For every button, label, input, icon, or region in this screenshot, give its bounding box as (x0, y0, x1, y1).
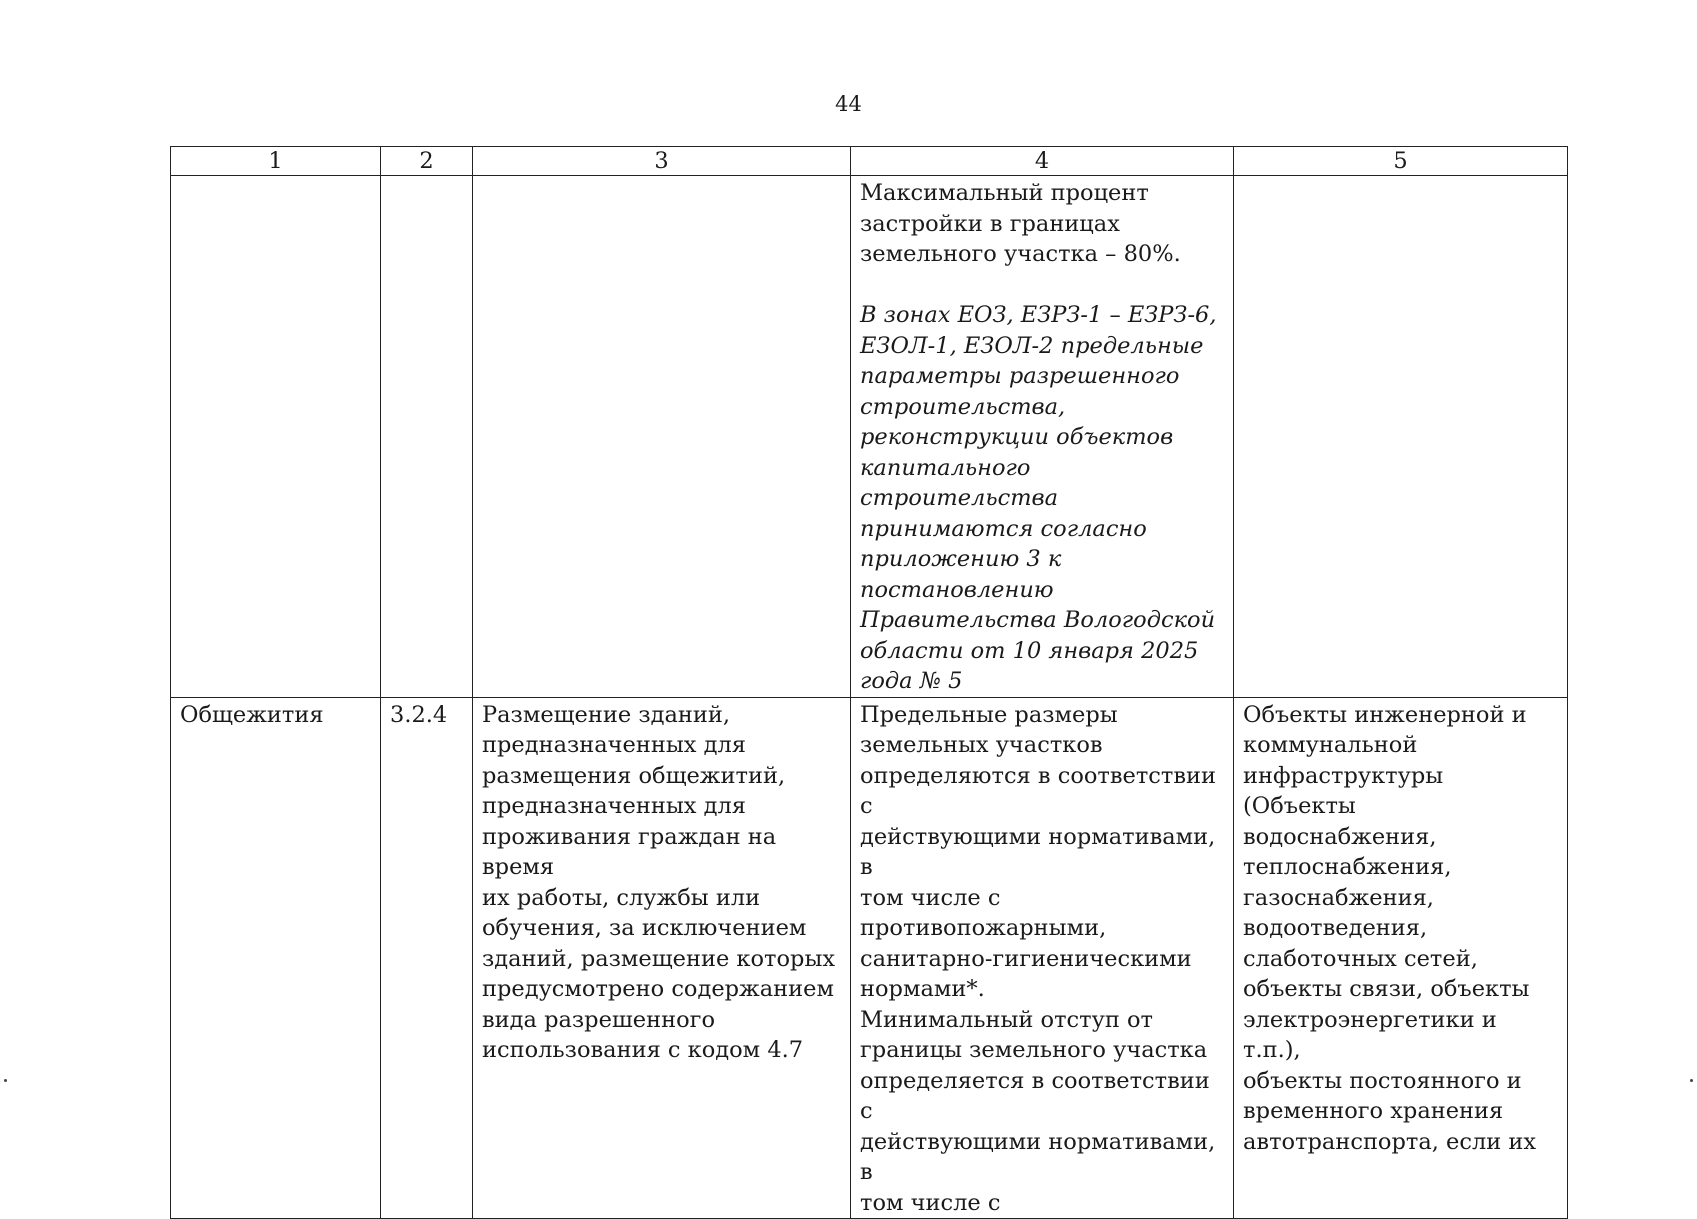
protected-zones-note: В зонах ЕОЗ, ЕЗРЗ-1 – ЕЗРЗ-6, ЕЗОЛ-1, ЕЗОЛ-2 предельные параметры разрешенного строительства, реконструкции объектов капитального строительства принимаются согласно приложению 3 к постановлению Правительства Вологодской области от 10 января 2025 года № 5 (860, 302, 1217, 694)
cell-use-code (381, 697, 473, 1219)
table-row-hostel (171, 697, 1568, 1219)
auxiliary-uses: Объекты инженерной и коммунальной инфраструктуры (Объекты водоснабжения, теплоснабжения, газоснабжения, водоотведения, слаботочных сетей, объекты связи, объекты электроэнергетики и т.п.), объекты постоянного и временного хранения автотранспорта, если их (1243, 701, 1537, 1155)
cell-empty-col-3 (473, 176, 851, 698)
header-row (171, 147, 1568, 176)
use-parameters: Предельные размеры земельных участков определяются в соответствии с действующими нормативами, в том числе с противопожарными, санитарно-гигиеническими нормами*. Минимальный отступ от границы земельного участка определяется в соответствии с действующими нормативами, в том числе с (860, 701, 1217, 1216)
cell-use-description (473, 697, 851, 1219)
header-col-5: 5 (1234, 147, 1568, 176)
header-col-2: 2 (381, 147, 473, 176)
use-code: 3.2.4 (390, 701, 448, 728)
header-col-4: 4 (851, 147, 1234, 176)
cell-empty-col-1 (171, 176, 381, 698)
page-number: 44 (835, 92, 862, 116)
scan-mark-right (1690, 1079, 1693, 1082)
cell-use-name (171, 697, 381, 1219)
cell-empty-col-2 (381, 176, 473, 698)
scan-mark-left (4, 1079, 7, 1082)
cell-auxiliary-uses (1234, 697, 1568, 1219)
use-description: Размещение зданий, предназначенных для размещения общежитий, предназначенных для проживания граждан на время их работы, службы или обучения, за исключением зданий, размещение которых предусмотрено содержанием вида разрешенного использования с кодом 4.7 (482, 701, 836, 1063)
max-coverage-text: Максимальный процент застройки в границах земельного участка – 80%. (860, 180, 1181, 267)
header-col-1: 1 (171, 147, 381, 176)
cell-use-parameters (851, 697, 1234, 1219)
zoning-table (170, 146, 1568, 1219)
cell-parameters-continued (851, 176, 1234, 698)
cell-empty-col-5 (1234, 176, 1568, 698)
use-name: Общежития (180, 701, 324, 728)
header-col-3: 3 (473, 147, 851, 176)
table-row-continued (171, 176, 1568, 698)
